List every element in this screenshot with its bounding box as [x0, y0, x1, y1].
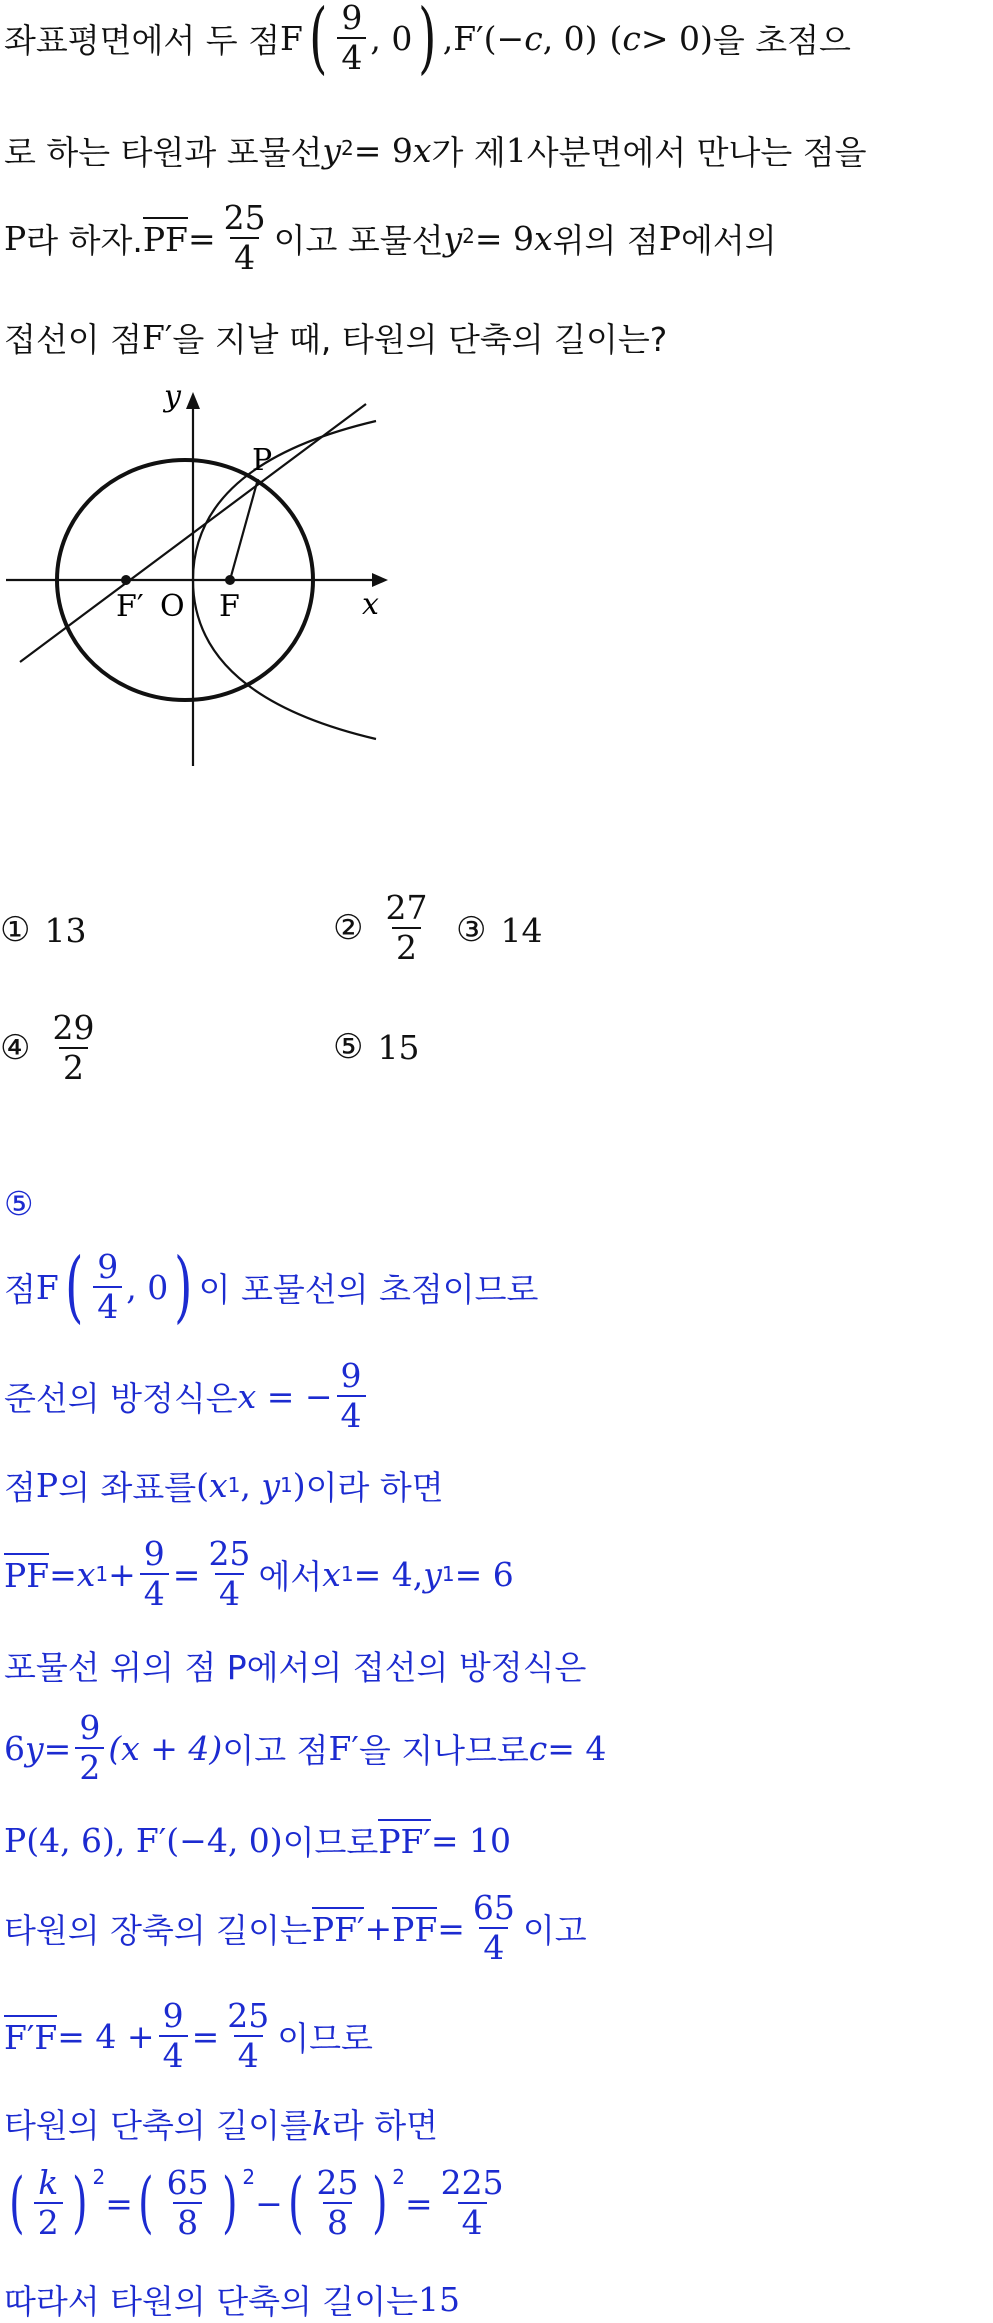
- num: 9: [340, 1356, 362, 1396]
- num: 65: [472, 1888, 515, 1928]
- choice-4[interactable]: [0, 1000, 102, 1096]
- text: =: [172, 1554, 201, 1594]
- text: ,: [442, 18, 454, 58]
- fraction-k-2: [34, 2164, 63, 2242]
- text: = 9: [474, 218, 535, 258]
- fraction-9-4: [93, 1248, 122, 1326]
- den: 4: [140, 1573, 169, 1613]
- answer-mark: ⑤: [4, 1183, 34, 1223]
- point-f-prime: F′: [142, 317, 173, 357]
- num: 65: [166, 2163, 209, 2203]
- text: 포물선 위의 점 P에서의 접선의 방정식은: [4, 1647, 587, 1687]
- solution-line-12: [4, 2276, 460, 2322]
- fraction-25-4: [220, 199, 270, 277]
- text: +: [108, 1554, 136, 1594]
- text: (−: [483, 18, 525, 58]
- den: 4: [337, 37, 366, 77]
- num: 9: [97, 1247, 119, 1287]
- exp: 2: [462, 224, 475, 248]
- text: = 10: [430, 1820, 512, 1860]
- num: 225: [440, 2163, 504, 2203]
- solution-line-10: [4, 2098, 438, 2148]
- var-y: y: [25, 1728, 44, 1768]
- solution-line-6: [4, 1706, 606, 1790]
- den: 2: [392, 927, 421, 967]
- num: 9: [143, 1534, 165, 1574]
- text: =: [49, 1554, 77, 1594]
- solution-line-8: [4, 1886, 587, 1970]
- den: 4: [159, 2035, 188, 2075]
- choice-value: 15: [377, 1027, 420, 1067]
- text: 접선이 점: [4, 319, 143, 359]
- text: 점: [4, 1269, 36, 1309]
- text: 의 좌표를: [58, 1467, 197, 1507]
- segment-pf-prime: PF′: [378, 1819, 431, 1861]
- text: , 0: [370, 18, 413, 58]
- text: , 0: [126, 1267, 169, 1307]
- fraction-9-4: [337, 1357, 366, 1435]
- text: 을 지날 때, 타원의 단축의 길이는?: [172, 319, 668, 359]
- point-f-prime: F′: [453, 18, 484, 58]
- paren-close: ): [418, 0, 437, 83]
- choice-mark: ③: [456, 910, 487, 950]
- var-c: c: [528, 1728, 548, 1768]
- text: =: [191, 2016, 220, 2056]
- paren-close: ): [371, 2164, 388, 2241]
- choice-fraction: [48, 1009, 98, 1087]
- text: 6: [4, 1728, 25, 1768]
- text: 이고: [522, 1910, 587, 1950]
- segment-f-prime-f: F′F: [4, 2015, 57, 2057]
- exp: 2: [341, 136, 354, 160]
- point-f-prime-dot: [121, 575, 131, 585]
- segment-pf-prime: PF′: [312, 1907, 365, 1949]
- text: =: [105, 2183, 133, 2223]
- text: 사분면에서 만나는 점을: [526, 132, 867, 172]
- den: 4: [215, 1573, 244, 1613]
- var-y: y: [443, 218, 463, 258]
- fraction-9-4: [337, 0, 366, 77]
- paren-close: ): [174, 1242, 193, 1332]
- paren-close: ): [71, 2164, 88, 2241]
- num: 27: [385, 888, 428, 928]
- fraction-25-4: [223, 1997, 273, 2075]
- question-line-4: [4, 312, 667, 362]
- point-f: F: [35, 1267, 59, 1307]
- den: 4: [479, 1927, 508, 1967]
- text: = 4 +: [57, 2016, 155, 2056]
- num: 25: [223, 198, 266, 238]
- text: 라 하자.: [26, 220, 143, 260]
- var-x1: x: [322, 1554, 341, 1594]
- text: (x + 4): [108, 1728, 223, 1768]
- text: 이라 하면: [305, 1467, 444, 1507]
- var-y1: y: [423, 1554, 442, 1594]
- exp: 2: [242, 2165, 256, 2189]
- text: 타원의 단축의 길이를: [4, 2105, 312, 2145]
- var-y: y: [322, 130, 342, 170]
- text: 이고 포물선: [273, 220, 444, 260]
- var-x1: x: [76, 1554, 96, 1594]
- fraction-25-4: [204, 1535, 254, 1613]
- point-f-dot: [225, 575, 235, 585]
- exp: 2: [392, 2165, 406, 2189]
- text: 로 하는 타원과 포물선: [4, 132, 323, 172]
- num: 25: [208, 1534, 251, 1574]
- den: 4: [337, 1395, 366, 1435]
- fraction-9-4: [159, 1997, 188, 2075]
- text: = 4: [547, 1728, 607, 1768]
- text: 이고 점: [222, 1730, 329, 1770]
- den: 4: [234, 2035, 263, 2075]
- text: 을 지나므로: [358, 1730, 529, 1770]
- solution-line-3: 점 P 의 좌표를 ( x 1 , y 1 ) 이라 하면: [4, 1460, 444, 1510]
- fraction-9-2: [75, 1709, 104, 1787]
- text: x = −: [237, 1376, 333, 1416]
- point-f-prime: F′: [328, 1728, 359, 1768]
- paren-close: ): [221, 2164, 238, 2241]
- y-axis-label: y: [164, 379, 181, 414]
- var-y1: y: [261, 1465, 280, 1505]
- text: 좌표평면에서 두 점: [4, 20, 281, 60]
- sub: 1: [227, 1473, 241, 1497]
- text: 을 초점으: [712, 20, 851, 60]
- fraction-25-8: [313, 2164, 363, 2242]
- text: 에서의: [681, 220, 777, 260]
- den: 4: [93, 1286, 122, 1326]
- solution-line-1: [4, 1242, 539, 1332]
- var-x: x: [534, 218, 553, 258]
- den: 4: [230, 237, 259, 277]
- var-x1: x: [209, 1465, 228, 1505]
- paren-open: (: [138, 2164, 154, 2241]
- den: 2: [34, 2202, 63, 2242]
- solution-line-4: [4, 1532, 514, 1616]
- x-axis-arrow: [372, 573, 388, 587]
- point-p: P: [4, 218, 27, 258]
- fraction-65-8: [163, 2164, 213, 2242]
- solution-line-9: [4, 1994, 373, 2078]
- text: 이 포물선의 초점이므로: [198, 1269, 539, 1309]
- num: 29: [52, 1008, 95, 1048]
- text: =: [187, 218, 216, 258]
- point-f: F: [280, 18, 303, 58]
- text: 이므로: [277, 2018, 373, 2058]
- choice-3[interactable]: [456, 905, 542, 955]
- text: 가 제: [431, 132, 506, 172]
- choice-mark: ①: [0, 910, 31, 950]
- solution-line-5: [4, 1640, 586, 1690]
- var-c: c: [622, 18, 641, 58]
- var-c: c: [524, 18, 543, 58]
- y-axis-arrow: [186, 392, 200, 409]
- solution-line-2: [4, 1356, 370, 1436]
- text: =: [43, 1728, 72, 1768]
- text: 에서: [258, 1556, 323, 1596]
- fraction-225-4: [437, 2164, 508, 2242]
- fraction-9-4: [140, 1535, 169, 1613]
- text: 이므로: [282, 1822, 379, 1862]
- den: 8: [323, 2202, 352, 2242]
- paren-open: (: [64, 1242, 84, 1332]
- choice-2[interactable]: [333, 880, 435, 976]
- text: +: [364, 1908, 393, 1948]
- choice-value: 13: [44, 910, 87, 950]
- choice-1[interactable]: [0, 905, 86, 955]
- solution-line-11: [4, 2158, 512, 2248]
- text: P(4, 6), F′(−4, 0): [4, 1820, 283, 1860]
- paren-open: (: [9, 2164, 25, 2241]
- x-axis-label: x: [362, 587, 379, 622]
- sub: 1: [280, 1473, 293, 1497]
- sub: 1: [340, 1562, 354, 1586]
- sub: 1: [441, 1562, 455, 1586]
- text: , 0): [542, 18, 598, 58]
- choice-mark: ⑤: [333, 1027, 364, 1067]
- choice-mark: ④: [0, 1028, 31, 1068]
- origin-label: O: [160, 589, 185, 624]
- choice-fraction: [381, 889, 431, 967]
- choice-mark: ②: [333, 908, 364, 948]
- point-f-label: F: [219, 589, 240, 624]
- text: 라 하면: [331, 2105, 439, 2145]
- point-p: P: [658, 218, 681, 258]
- text: 따라서 타원의 단축의 길이는: [4, 2281, 419, 2321]
- num: 9: [79, 1708, 101, 1748]
- ellipse-parabola-figure: [0, 370, 400, 770]
- text: =: [405, 2183, 433, 2223]
- den: 2: [59, 1047, 88, 1087]
- text: 위의 점: [552, 220, 659, 260]
- point-f-prime-label: F′: [116, 589, 144, 624]
- question-line-2: [4, 120, 867, 180]
- text: 타원의 장축의 길이는: [4, 1910, 312, 1950]
- text: 15: [418, 2279, 461, 2319]
- text: (: [609, 18, 623, 58]
- text: 점: [4, 1467, 36, 1507]
- question-line-1: [4, 0, 851, 83]
- paren-open: (: [309, 0, 328, 83]
- var-x: x: [412, 130, 432, 170]
- text: = 6: [454, 1554, 514, 1594]
- segment-pf: PF: [392, 1907, 437, 1949]
- segment-pf: PF: [4, 1553, 49, 1595]
- text: = 9: [353, 130, 413, 170]
- num: 9: [341, 0, 363, 38]
- num: k: [38, 2163, 59, 2203]
- text: =: [437, 1908, 465, 1948]
- var-k: k: [311, 2103, 332, 2143]
- segment-pf: PF: [143, 217, 188, 259]
- text: = 4,: [353, 1554, 424, 1594]
- den: 4: [458, 2202, 487, 2242]
- solution-answer: [4, 1178, 34, 1228]
- num: 25: [227, 1996, 270, 2036]
- choice-value: 14: [500, 910, 543, 950]
- num: 25: [316, 2163, 359, 2203]
- den: 2: [75, 1747, 104, 1787]
- text: > 0): [640, 18, 713, 58]
- text: 1: [505, 130, 527, 170]
- point-p: P: [35, 1465, 59, 1505]
- fraction-65-4: [469, 1889, 519, 1967]
- text: 준선의 방정식은: [4, 1378, 238, 1418]
- question-line-3: [4, 198, 777, 278]
- text: −: [255, 2183, 283, 2223]
- sub: 1: [95, 1562, 109, 1586]
- choice-5[interactable]: [333, 1022, 419, 1072]
- solution-line-7: [4, 1814, 511, 1866]
- num: 9: [162, 1996, 184, 2036]
- den: 8: [173, 2202, 202, 2242]
- exp: 2: [92, 2165, 106, 2189]
- paren-open: (: [287, 2164, 304, 2241]
- point-p-label: P: [252, 443, 273, 478]
